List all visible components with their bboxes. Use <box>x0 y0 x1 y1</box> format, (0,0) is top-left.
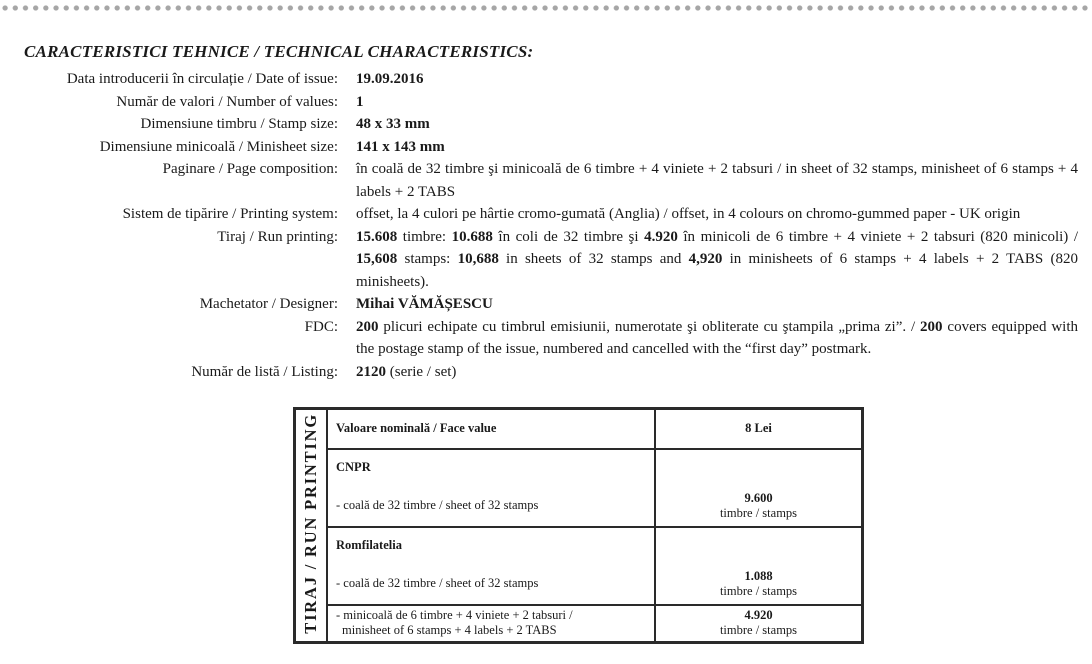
spec-value <box>356 91 1078 114</box>
spec-label: FDC: <box>304 318 338 335</box>
table-row-romfilatelia-minisheet <box>295 605 863 643</box>
values-count: 1 <box>356 93 364 110</box>
run-text: în coli de 32 timbre şi <box>492 228 645 245</box>
spec-row-printing-system <box>0 203 1092 226</box>
table-header-row <box>295 409 863 449</box>
listing-number: 2120 <box>356 363 386 380</box>
minisheet-size-value: 141 x 143 mm <box>356 138 445 155</box>
romfilatelia-minisheet-unit: timbre / stamps <box>719 623 798 638</box>
table-row-cnpr-sheet <box>295 486 863 527</box>
minisheet-label-line-2: minisheet of 6 stamps + 4 labels + 2 TABS <box>342 623 557 638</box>
run-total-ro: 15.608 <box>356 228 398 245</box>
spec-value <box>356 361 1078 384</box>
spec-label: Machetator / Designer: <box>199 296 338 312</box>
spec-label: Număr de valori / Number of values: <box>116 93 338 110</box>
spec-row-minisheet-size <box>0 136 1092 159</box>
run-sheets-ro: 10.688 <box>451 228 493 245</box>
fdc-value <box>356 316 1078 361</box>
minisheet-label-line-1: - minicoală de 6 timbre + 4 viniete + 2 tabsuri / <box>336 608 573 623</box>
section-title: CARACTERISTICI TEHNICE / TECHNICAL CHARACTERISTICS: <box>24 42 534 61</box>
run-sheets-en: 10,688 <box>457 251 499 267</box>
spec-value <box>356 136 1078 159</box>
run-text: stamps: <box>397 251 458 267</box>
empty-cell <box>655 527 863 564</box>
spec-value <box>356 293 1078 316</box>
run-text: timbre: <box>397 228 452 245</box>
romfilatelia-minisheet-qty: 4.920 <box>744 608 773 623</box>
spec-row-stamp-size <box>0 113 1092 136</box>
spec-row-date <box>0 68 1092 91</box>
romfilatelia-minisheet-label <box>327 605 655 643</box>
fdc-count-en: 200 <box>920 318 943 335</box>
cnpr-sheet-qty-cell <box>655 486 863 527</box>
fdc-text: plicuri echipate cu timbrul emisiunii, numerotate şi obliterate cu ştampila „prima zi”. / <box>378 318 921 335</box>
table-row-romfilatelia-name <box>295 527 863 564</box>
page-composition-value: în coală de 32 timbre şi minicoală de 6 timbre + 4 viniete + 2 tabsuri / in sheet of 32 stamps, minisheet of 6 stamps + 4 labels + 2 TABS <box>356 161 1078 200</box>
run-minisheets-ro: 4.920 <box>644 228 678 245</box>
romfilatelia-minisheet-qty-cell <box>655 605 863 643</box>
run-minisheets-en: 4,920 <box>688 251 723 267</box>
printing-system-value: offset, la 4 culori pe hârtie cromo-gumată (Anglia) / offset, in 4 colours on chromo-gummed paper - UK origin <box>356 206 1021 222</box>
romfilatelia-sheet-unit: timbre / stamps <box>719 583 798 598</box>
side-label: TIRAJ / RUN PRINTING <box>301 413 320 634</box>
face-value: 8 Lei <box>655 409 863 449</box>
spec-row-values <box>0 91 1092 114</box>
side-label-cell <box>295 409 328 643</box>
spec-row-designer <box>0 293 1092 316</box>
face-value-label: Valoare nominală / Face value <box>327 409 655 449</box>
run-printing-value <box>356 226 1078 294</box>
run-text: in minisheets of 6 stamps + 4 labels + 2 TABS (820 minisheets). <box>356 251 1078 290</box>
spec-label: Dimensiune timbru / Stamp size: <box>140 116 338 132</box>
spec-value <box>356 113 1078 136</box>
designer-name: Mihai VĂMĂȘESCU <box>356 296 493 312</box>
spec-label: Sistem de tipărire / Printing system: <box>122 206 338 222</box>
run-printing-table <box>293 407 864 644</box>
empty-cell <box>655 449 863 486</box>
spec-label: Tiraj / Run printing: <box>217 228 338 245</box>
romfilatelia-name: Romfilatelia <box>327 527 655 564</box>
cnpr-sheet-label: - coală de 32 timbre / sheet of 32 stamps <box>327 486 655 527</box>
run-text: in sheets of 32 stamps and <box>498 251 689 267</box>
specs-list <box>0 68 1092 383</box>
fdc-text: covers equipped with the postage stamp of the issue, numbered and cancelled with the “first day” postmark. <box>356 318 1078 357</box>
cnpr-name: CNPR <box>327 449 655 486</box>
spec-label: Număr de listă / Listing: <box>191 363 338 380</box>
spec-label: Paginare / Page composition: <box>162 161 338 177</box>
spec-row-fdc <box>0 316 1092 361</box>
spec-value <box>356 68 1078 91</box>
listing-suffix: (serie / set) <box>386 363 457 380</box>
stamp-size-value: 48 x 33 mm <box>356 116 430 132</box>
spec-row-run-printing <box>0 226 1092 294</box>
table-row-romfilatelia-sheet <box>295 564 863 605</box>
run-total-en: 15,608 <box>356 251 398 267</box>
dotted-separator <box>0 4 1092 12</box>
spec-row-page-composition <box>0 158 1092 203</box>
spec-row-listing <box>0 361 1092 384</box>
cnpr-qty: 9.600 <box>744 490 773 505</box>
run-text: în minicoli de 6 timbre + 4 viniete + 2 tabsuri (820 minicoli) / <box>677 228 1078 245</box>
cnpr-unit: timbre / stamps <box>719 505 798 520</box>
spec-label: Dimensiune minicoală / Minisheet size: <box>99 138 338 155</box>
spec-label: Data introducerii în circulație / Date of issue: <box>66 71 338 87</box>
romfilatelia-sheet-qty: 1.088 <box>744 568 773 583</box>
table-row-cnpr-name <box>295 449 863 486</box>
romfilatelia-sheet-label: - coală de 32 timbre / sheet of 32 stamps <box>327 564 655 605</box>
date-value: 19.09.2016 <box>356 71 424 87</box>
romfilatelia-sheet-qty-cell <box>655 564 863 605</box>
fdc-count-ro: 200 <box>356 318 379 335</box>
